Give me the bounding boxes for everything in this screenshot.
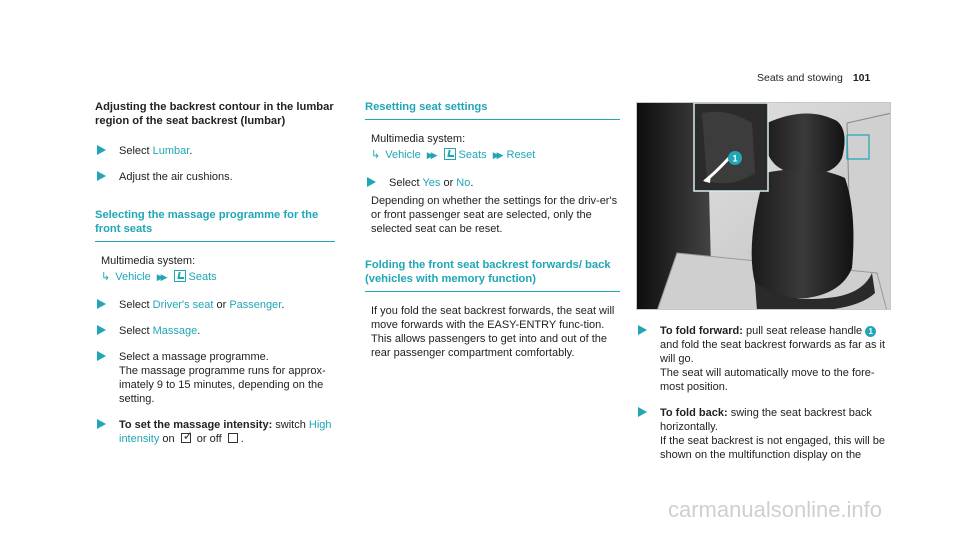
step-arrow-icon <box>97 145 106 155</box>
page-header <box>757 72 870 84</box>
seat-figure <box>636 102 891 310</box>
seat-icon <box>444 148 456 160</box>
fold-heading: Folding the front seat backrest forwards/ back (vehicles with memory function) <box>365 258 620 292</box>
checkbox-empty-icon <box>228 433 238 443</box>
reset-paragraph: Depending on whether the settings for the driv-er's or front passenger seat are selected, only the selected seat can be reset. <box>371 195 618 235</box>
massage-step-2: Select Massage. <box>95 324 335 338</box>
menu-path <box>365 148 620 162</box>
column-right <box>636 324 891 474</box>
step-arrow-icon <box>97 325 106 335</box>
menu-path <box>95 270 335 284</box>
callout-1-icon: 1 <box>865 326 876 337</box>
path-reset[interactable]: Reset <box>506 149 536 161</box>
step-bar <box>101 364 114 409</box>
path-seats[interactable]: Seats <box>458 149 487 161</box>
return-arrow-icon: ↳ <box>101 271 111 283</box>
step-arrow-icon <box>97 299 106 309</box>
drivers-seat-link[interactable]: Driver's seat <box>152 299 214 311</box>
watermark: carmanualsonline.info <box>668 497 883 522</box>
double-chevron-icon: ▶▶ <box>492 150 501 160</box>
step-arrow-icon <box>367 177 376 187</box>
column-middle <box>365 100 620 366</box>
lumbar-step-1: Select Lumbar. <box>95 144 335 158</box>
double-chevron-icon: ▶▶ <box>426 150 435 160</box>
passenger-link[interactable]: Passenger <box>229 299 282 311</box>
lumbar-step-2: Adjust the air cushions. <box>95 170 335 184</box>
callout-number: 1 <box>732 153 738 164</box>
high-intensity-link[interactable]: High intensity <box>119 419 332 445</box>
yes-link[interactable]: Yes <box>422 177 441 189</box>
massage-step-1: Select Driver's seat or Passenger. <box>95 298 335 312</box>
seat-icon <box>174 270 186 282</box>
massage-step-3: Select a massage programme. The massage programme runs for approx-imately 9 to 15 minutes, depending on the setting. <box>95 350 335 406</box>
path-vehicle[interactable]: Vehicle <box>115 271 151 283</box>
massage-heading: Selecting the massage programme for the front seats <box>95 208 335 242</box>
step-arrow-icon <box>97 171 106 181</box>
return-arrow-icon: ↳ <box>371 149 381 161</box>
multimedia-label: Multimedia system: <box>371 133 466 145</box>
step-arrow-icon <box>97 419 106 429</box>
section-title: Seats and stowing <box>757 72 843 84</box>
reset-step-1: Select Yes or No. <box>365 176 620 190</box>
double-chevron-icon: ▶▶ <box>156 272 165 282</box>
step-arrow-icon <box>638 407 647 417</box>
massage-link[interactable]: Massage <box>152 325 198 337</box>
path-vehicle[interactable]: Vehicle <box>385 149 421 161</box>
step-arrow-icon <box>638 325 647 335</box>
column-left <box>95 100 335 458</box>
step-bar <box>642 338 655 397</box>
fold-forward-step: To fold forward: pull seat release handle 1 and fold the seat backrest forwards as far as it will go. The seat will automatically move to the fore-most position. <box>636 324 891 394</box>
checkbox-checked-icon <box>181 433 191 443</box>
step-arrow-icon <box>97 351 106 361</box>
fold-paragraph: If you fold the seat backrest forwards, the seat will move forwards with the EASY-ENTRY func-tion. This allows passengers to get into and out of the rear passenger compartment comfortably. <box>371 305 615 359</box>
path-seats[interactable]: Seats <box>188 271 217 283</box>
massage-step-4: To set the massage intensity: switch High intensity on ✓ or off . <box>95 418 335 446</box>
step-bar <box>642 420 655 465</box>
lumbar-link[interactable]: Lumbar <box>152 145 190 157</box>
no-link[interactable]: No <box>456 177 471 189</box>
page-number: 101 <box>852 72 871 84</box>
seat-illustration <box>637 103 891 310</box>
multimedia-label: Multimedia system: <box>101 255 196 267</box>
reset-heading: Resetting seat settings <box>365 100 620 120</box>
lumbar-heading: Adjusting the backrest contour in the lumbar region of the seat backrest (lumbar) <box>95 101 334 127</box>
fold-back-step: To fold back: swing the seat backrest back horizontally. If the seat backrest is not engaged, this will be shown on the multifunction display on the <box>636 406 891 462</box>
step-bar <box>101 432 114 449</box>
